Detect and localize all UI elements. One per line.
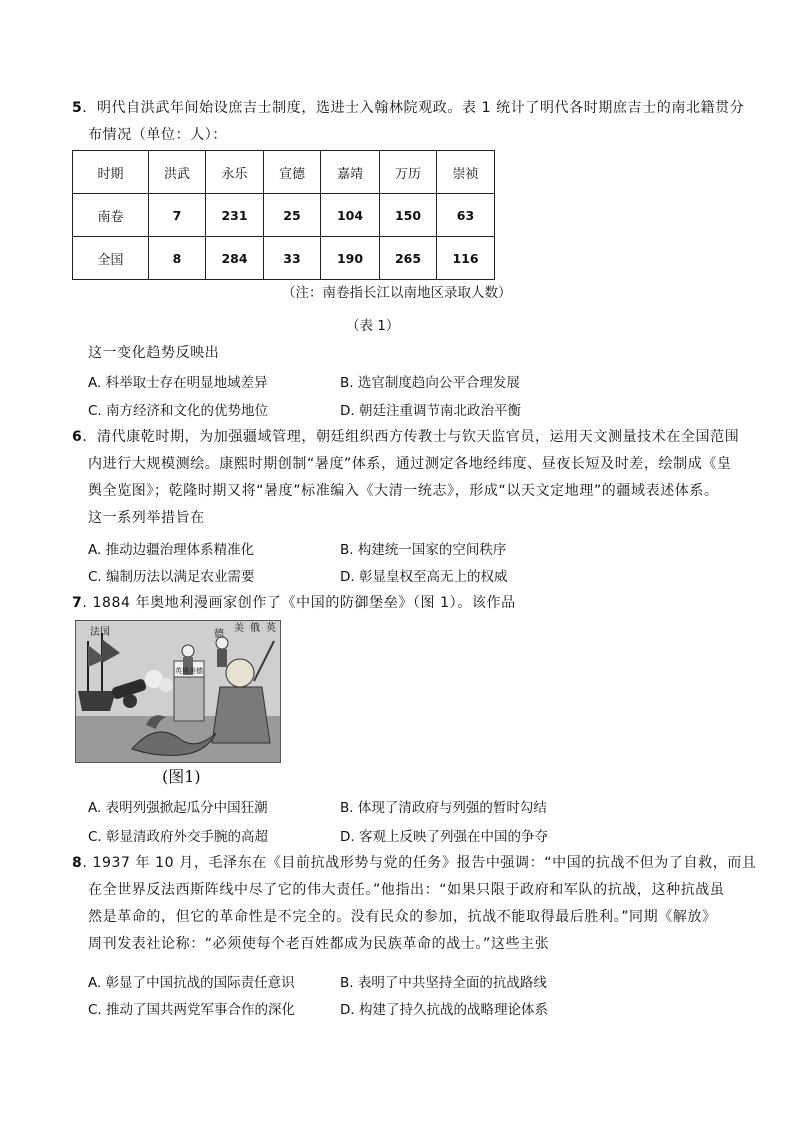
cartoon-label-france: 法国: [90, 627, 110, 638]
table-header-cell: 时期: [73, 151, 149, 194]
table-header-row: [73, 151, 495, 194]
q6-line-1: 6．清代康乾时期，为加强疆域管理，朝廷组织西方传教士与钦天监官员，运用天文测量技术在全国范围: [72, 429, 740, 445]
table-cell: 265: [380, 237, 437, 280]
q7-number: 7: [72, 595, 83, 611]
q5-option-c[interactable]: C. 南方经济和文化的优势地位: [88, 403, 269, 419]
q6-line-3: 舆全览图》；乾隆时期又将“暑度”标准编入《大清一统志》，形成“以天文定地理”的疆域表述体系。: [88, 483, 719, 499]
table-cell: 63: [437, 194, 495, 237]
q5-option-a[interactable]: A. 科举取士存在明显地域差异: [88, 375, 268, 391]
q5-option-b[interactable]: B. 选官制度趋向公平合理发展: [340, 375, 520, 391]
cartoon-label-britain: 英: [266, 623, 276, 634]
q6-option-c[interactable]: C. 编制历法以满足农业需要: [88, 569, 255, 585]
table-cell: 116: [437, 237, 495, 280]
q7-option-d[interactable]: D. 客观上反映了列强在中国的争夺: [340, 829, 548, 845]
table-cell: 231: [206, 194, 264, 237]
table-cell: 33: [264, 237, 321, 280]
table-header-cell: 宣德: [264, 151, 321, 194]
q5-line-2: 布情况（单位：人）：: [88, 127, 227, 143]
cartoon-label-usa: 美: [234, 623, 244, 634]
table-cell: 7: [149, 194, 206, 237]
table-header-cell: 洪武: [149, 151, 206, 194]
table-cell: 190: [321, 237, 380, 280]
q7-cartoon-figure: [75, 620, 281, 763]
q6-option-d[interactable]: D. 彰显皇权至高无上的权威: [340, 569, 508, 585]
q8-line-1: 8. 1937 年 10 月，毛泽东在《目前抗战形势与党的任务》报告中强调：“中国的抗战不但为了自救，而且: [72, 855, 757, 871]
q8-line-4: 周刊发表社论称：“必须使每个老百姓都成为民族革命的战士。”这些主张: [88, 936, 550, 952]
q5-number: 5: [72, 100, 83, 116]
table-row-label: 全国: [73, 237, 149, 280]
table-cell: 8: [149, 237, 206, 280]
table-header-cell: 万历: [380, 151, 437, 194]
q8-option-c[interactable]: C. 推动了国共两党军事合作的深化: [88, 1002, 296, 1018]
q8-line-2: 在全世界反法西斯阵线中尽了它的伟大责任。”他指出：“如果只限于政府和军队的抗战，这种抗战虽: [88, 882, 725, 898]
q6-option-a[interactable]: A. 推动边疆治理体系精准化: [88, 542, 255, 558]
table-cell: 150: [380, 194, 437, 237]
q5-table-caption: （表 1）: [346, 318, 400, 334]
q8-line-3: 然是革命的，但它的革命性是不完全的。没有民众的参加，抗战不能取得最后胜利。”同期《解放》: [88, 909, 717, 925]
q5-option-d[interactable]: D. 朝廷注重调节南北政治平衡: [340, 403, 521, 419]
table-cell: 25: [264, 194, 321, 237]
q7-option-c[interactable]: C. 彰显清政府外交手腕的高超: [88, 829, 269, 845]
q6-number: 6: [72, 429, 83, 445]
table-row: [73, 194, 495, 237]
q7-option-a[interactable]: A. 表明列强掀起瓜分中国狂潮: [88, 800, 268, 816]
q8-number: 8: [72, 855, 83, 871]
q5-line-1: 5．明代自洪武年间始设庶吉士制度，选进士入翰林院观政。表 1 统计了明代各时期庶吉士的南北籍贯分: [72, 100, 745, 116]
table-row-label: 南卷: [73, 194, 149, 237]
cartoon-label-germany: 德: [214, 629, 224, 640]
table-header-cell: 嘉靖: [321, 151, 380, 194]
q6-option-b[interactable]: B. 构建统一国家的空间秩序: [340, 542, 507, 558]
q5-table: [72, 150, 495, 280]
table-cell: 284: [206, 237, 264, 280]
table-header-cell: 永乐: [206, 151, 264, 194]
q8-option-a[interactable]: A. 彰显了中国抗战的国际责任意识: [88, 975, 295, 991]
q6-stem: 这一系列举措旨在: [88, 510, 205, 526]
q6-line-2: 内进行大规模测绘。康熙时期创制“暑度”体系，通过测定各地经纬度、昼夜长短及时差，绘制成《皇: [88, 456, 732, 472]
q8-option-d[interactable]: D. 构建了持久抗战的战略理论体系: [340, 1002, 548, 1018]
cartoon-label-russia: 俄: [250, 623, 260, 634]
q8-option-b[interactable]: B. 表明了中共坚持全面的抗战路线: [340, 975, 547, 991]
cartoon-illustration: [76, 621, 280, 762]
table-cell: 104: [321, 194, 380, 237]
table-row: [73, 237, 495, 280]
q7-figure-caption: (图1): [162, 767, 201, 786]
q7-option-b[interactable]: B. 体现了清政府与列强的暂时勾结: [340, 800, 547, 816]
q7-line-1: 7. 1884 年奥地利漫画家创作了《中国的防御堡垒》（图 1）。该作品: [72, 595, 516, 611]
cartoon-label-tower: 英俄美德: [175, 667, 203, 675]
table-header-cell: 崇祯: [437, 151, 495, 194]
q5-stem: 这一变化趋势反映出: [88, 345, 220, 361]
q5-table-note: （注：南卷指长江以南地区录取人数）: [282, 285, 512, 301]
